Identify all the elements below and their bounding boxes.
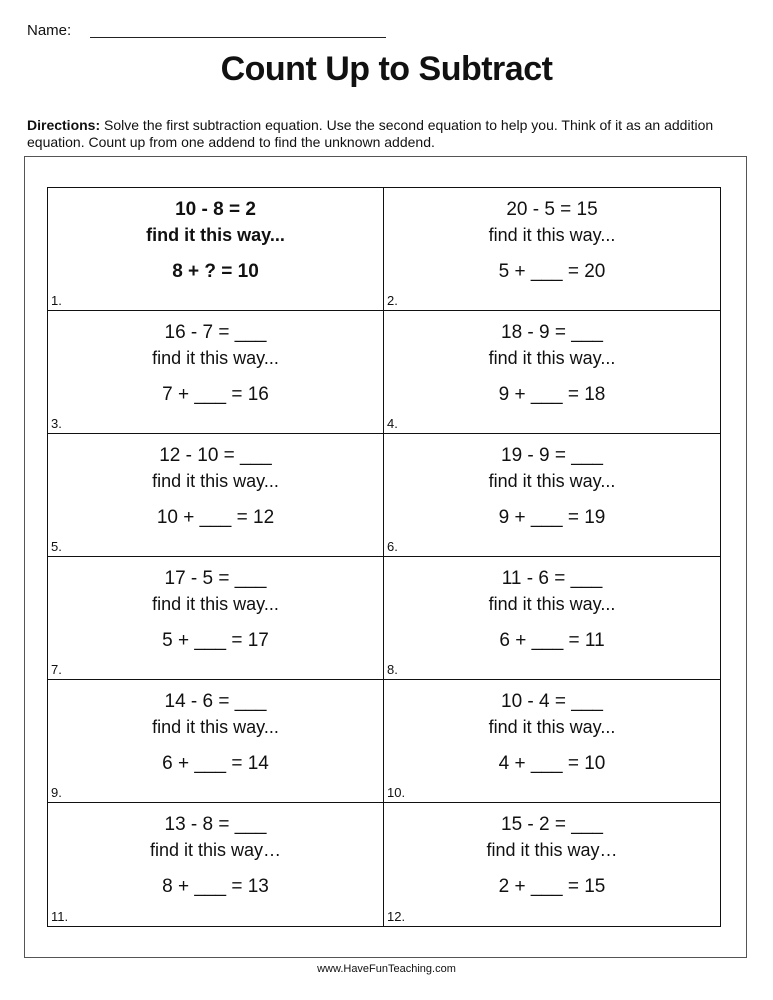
problem-number: 7. <box>51 662 62 677</box>
problem-number: 9. <box>51 785 62 800</box>
problem-grid <box>47 187 721 927</box>
problem-number: 2. <box>387 293 398 308</box>
problem-number: 11. <box>51 909 69 924</box>
subtraction-equation: 17 - 5 = ___ <box>164 568 267 589</box>
subtraction-equation: 12 - 10 = ___ <box>159 445 272 466</box>
name-field-line[interactable] <box>90 37 386 38</box>
addition-equation: 10 + ___ = 12 <box>156 507 275 528</box>
problem-cell <box>48 680 384 803</box>
addition-equation: 7 + ___ = 16 <box>162 384 269 405</box>
addition-equation: 9 + ___ = 18 <box>498 384 606 405</box>
directions-text: Solve the first subtraction equation. Use the second equation to help you. Think of it as an addition equation. Count up from one addend to find the unknown addend. <box>27 117 714 150</box>
subtraction-equation: 18 - 9 = ___ <box>501 322 603 343</box>
problem-cell <box>384 311 720 434</box>
hint-text: find it this way... <box>146 225 285 245</box>
footer-website: www.HaveFunTeaching.com <box>317 963 456 975</box>
addition-equation: 6 + ___ = 11 <box>499 630 605 651</box>
problem-cell <box>48 311 384 434</box>
subtraction-equation: 14 - 6 = ___ <box>164 691 267 712</box>
directions-label: Directions: <box>27 117 101 133</box>
name-label: Name: <box>27 22 72 39</box>
subtraction-equation: 11 - 6 = ___ <box>501 568 603 589</box>
subtraction-equation: 20 - 5 = 15 <box>506 199 598 220</box>
problem-cell <box>48 557 384 680</box>
hint-text: find it this way... <box>488 594 616 614</box>
problem-cell <box>384 680 720 803</box>
problem-cell <box>384 188 720 311</box>
problem-number: 5. <box>51 539 62 554</box>
problem-cell <box>48 434 384 557</box>
problem-number: 3. <box>51 416 62 431</box>
directions <box>27 117 727 151</box>
hint-text: find it this way… <box>486 840 618 860</box>
problem-number: 8. <box>387 662 398 677</box>
problem-cell <box>48 188 384 311</box>
hint-text: find it this way... <box>152 594 279 614</box>
subtraction-equation: 10 - 8 = 2 <box>175 199 256 220</box>
problem-number: 6. <box>387 539 398 554</box>
hint-text: find it this way... <box>488 348 616 368</box>
problem-number: 1. <box>51 293 62 308</box>
addition-equation: 6 + ___ = 14 <box>162 753 269 774</box>
addition-equation: 8 + ___ = 13 <box>162 876 269 897</box>
page-title: Count Up to Subtract <box>220 50 553 88</box>
hint-text: find it this way... <box>152 471 279 491</box>
subtraction-equation: 15 - 2 = ___ <box>501 814 603 835</box>
addition-equation: 8 + ? = 10 <box>172 261 259 282</box>
addition-equation: 2 + ___ = 15 <box>498 876 606 897</box>
problem-number: 4. <box>387 416 398 431</box>
hint-text: find it this way... <box>488 717 616 737</box>
hint-text: find it this way… <box>149 840 282 860</box>
subtraction-equation: 19 - 9 = ___ <box>501 445 603 466</box>
subtraction-equation: 10 - 4 = ___ <box>501 691 603 712</box>
problem-cell <box>48 803 384 926</box>
hint-text: find it this way... <box>152 348 279 368</box>
problem-number: 12. <box>387 909 406 924</box>
addition-equation: 9 + ___ = 19 <box>498 507 606 528</box>
addition-equation: 5 + ___ = 20 <box>498 261 606 282</box>
problem-number: 10. <box>387 785 406 800</box>
subtraction-equation: 16 - 7 = ___ <box>164 322 267 343</box>
problem-cell <box>384 803 720 926</box>
problem-cell <box>384 434 720 557</box>
subtraction-equation: 13 - 8 = ___ <box>164 814 267 835</box>
hint-text: find it this way... <box>488 225 616 245</box>
addition-equation: 5 + ___ = 17 <box>162 630 269 651</box>
addition-equation: 4 + ___ = 10 <box>498 753 606 774</box>
hint-text: find it this way... <box>152 717 279 737</box>
hint-text: find it this way... <box>488 471 616 491</box>
problem-cell <box>384 557 720 680</box>
